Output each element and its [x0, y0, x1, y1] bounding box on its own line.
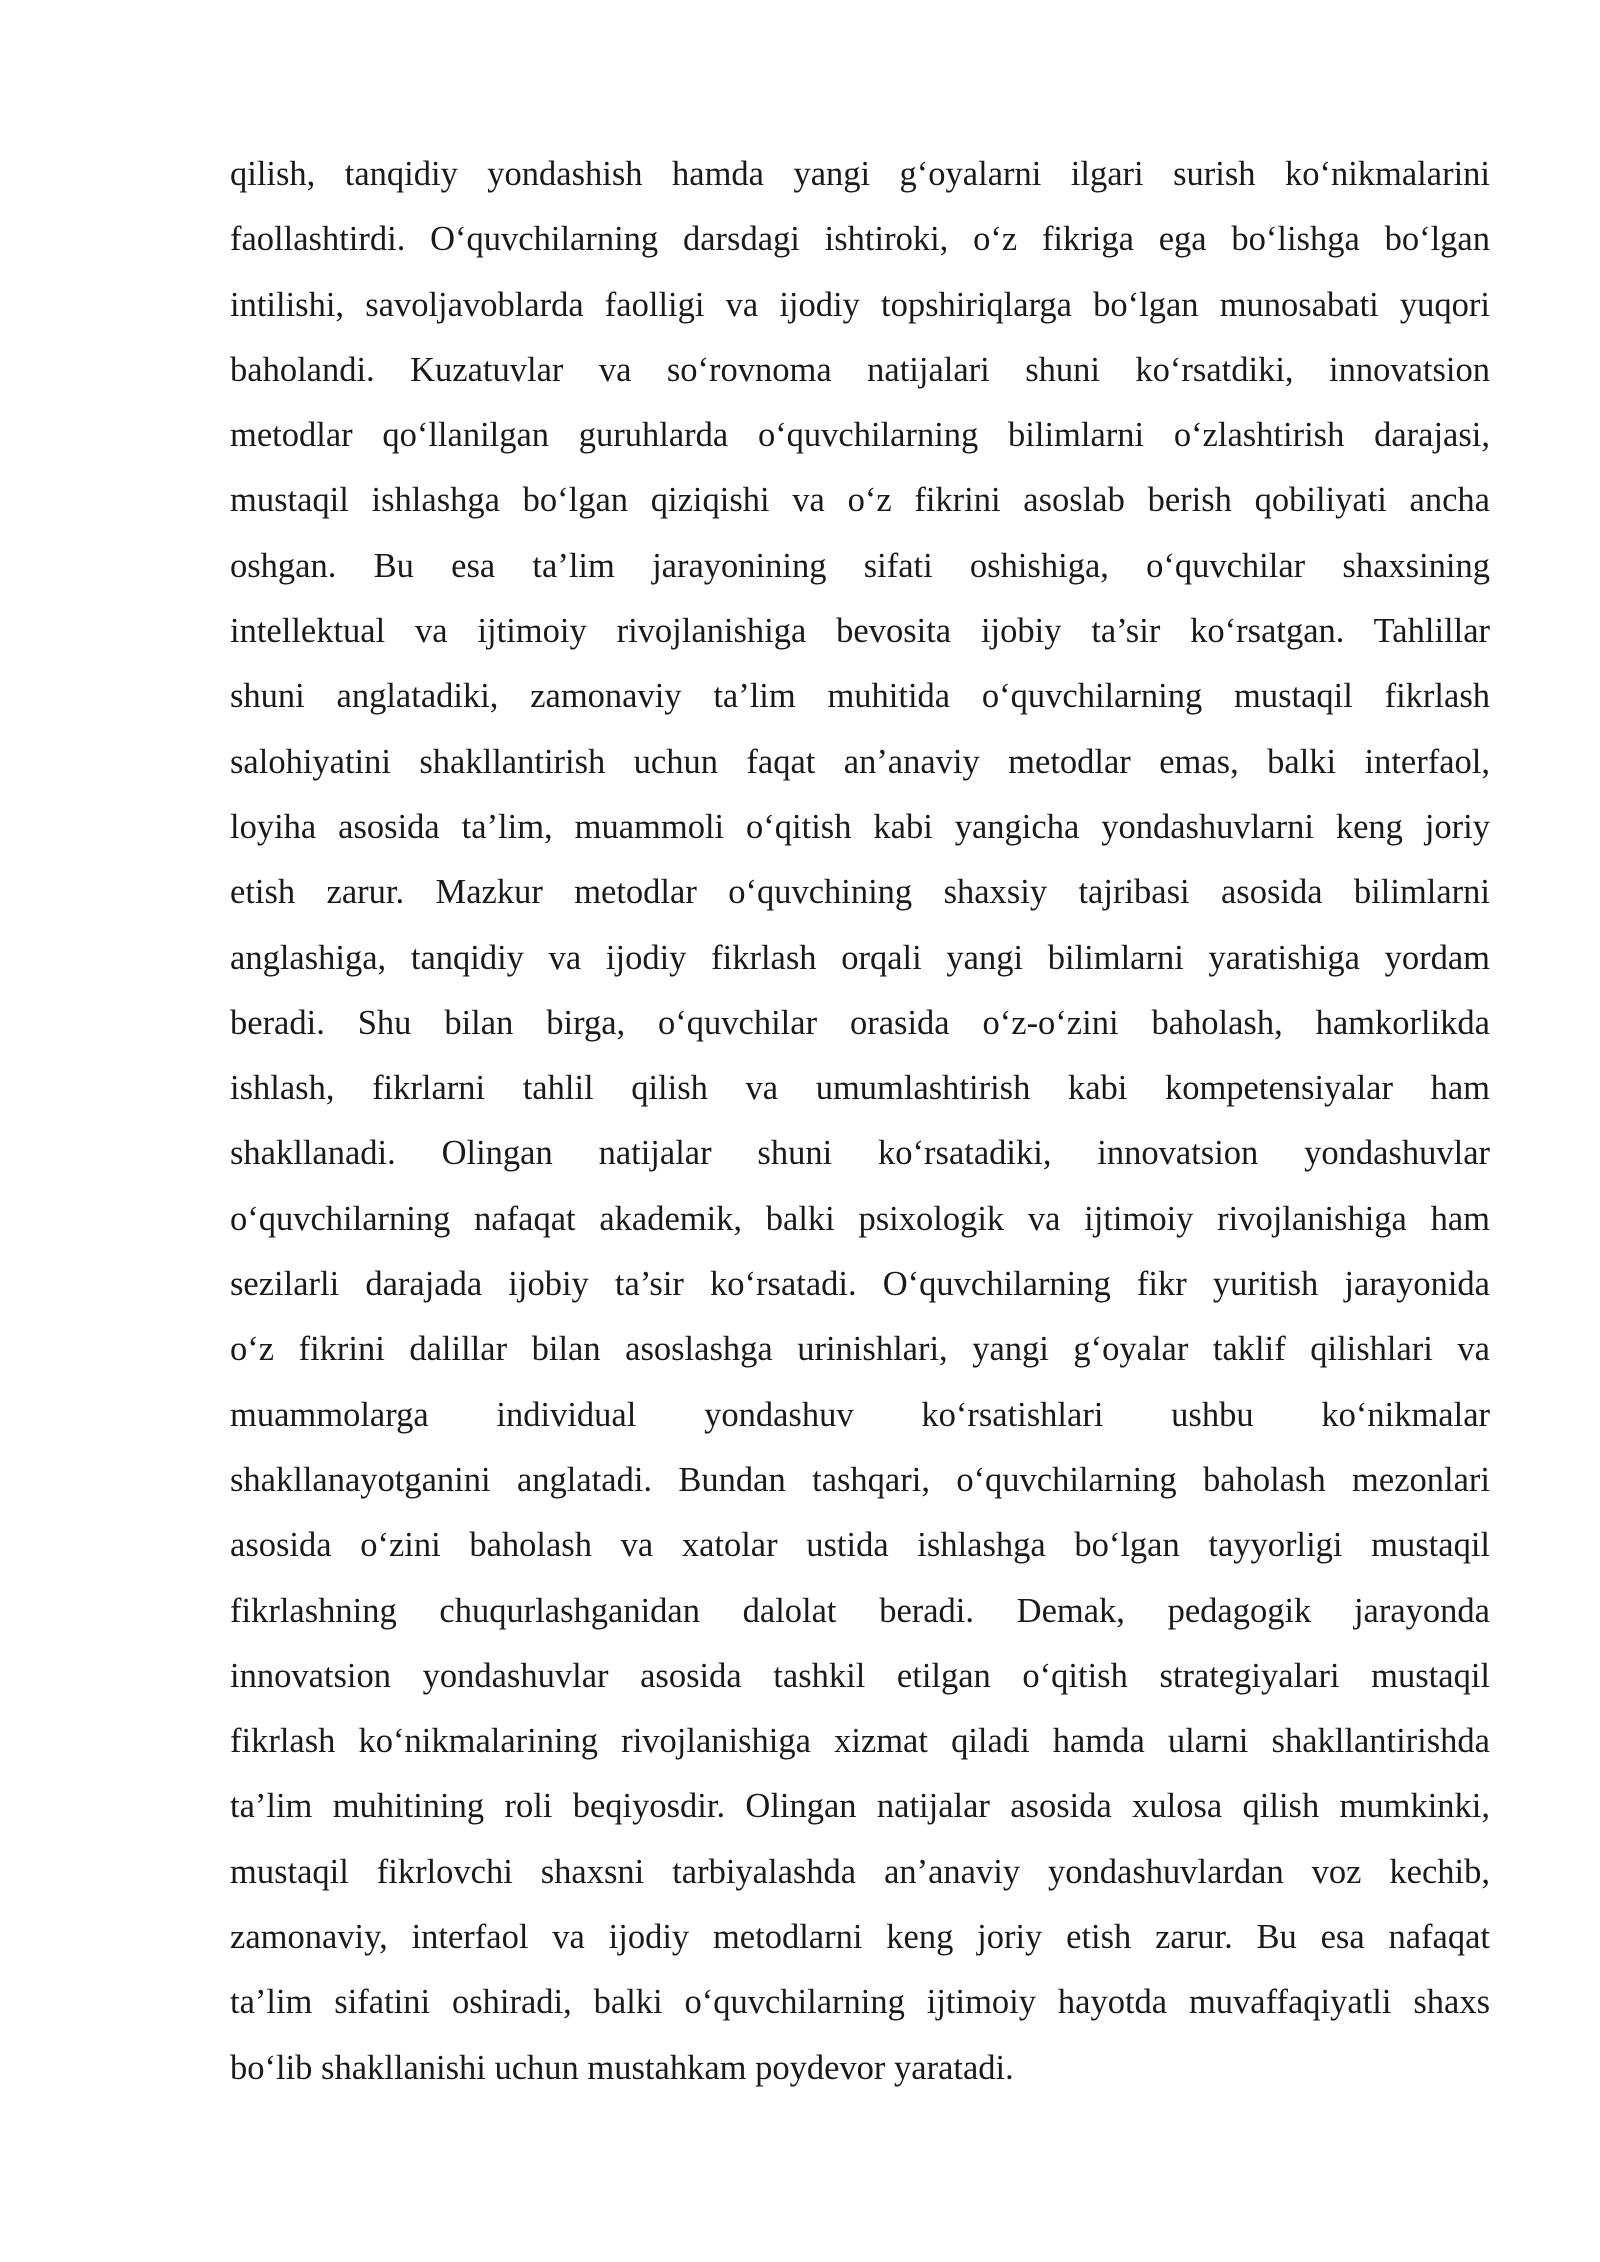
- text-line: innovatsion yondashuvlar asosida tashkil etilgan o‘qitish strategiyalari mustaqil: [230, 1656, 1490, 1695]
- text-line: oshgan. Bu esa ta’lim jarayonining sifati oshishiga, o‘quvchilar shaxsining: [230, 546, 1490, 585]
- text-line: salohiyatini shakllantirish uchun faqat an’anaviy metodlar emas, balki interfaol,: [230, 742, 1490, 781]
- text-line: sezilarli darajada ijobiy ta’sir ko‘rsatadi. O‘quvchilarning fikr yuritish jarayonida: [230, 1265, 1490, 1304]
- text-line: loyiha asosida ta’lim, muammoli o‘qitish kabi yangicha yondashuvlarni keng joriy: [230, 807, 1490, 846]
- text-line: asosida o‘zini baholash va xatolar ustida ishlashga bo‘lgan tayyorligi mustaqil: [230, 1526, 1490, 1565]
- text-line: shakllanayotganini anglatadi. Bundan tashqari, o‘quvchilarning baholash mezonlari: [230, 1460, 1490, 1499]
- text-line: o‘z fikrini dalillar bilan asoslashga urinishlari, yangi g‘oyalar taklif qilishlari va: [230, 1330, 1490, 1369]
- text-line: ta’lim muhitining roli beqiyosdir. Olingan natijalar asosida xulosa qilish mumkinki,: [230, 1787, 1490, 1826]
- text-line: ta’lim sifatini oshiradi, balki o‘quvchilarning ijtimoiy hayotda muvaffaqiyatli shaxs: [230, 1983, 1490, 2022]
- text-line: faollashtirdi. O‘quvchilarning darsdagi ishtiroki, o‘z fikriga ega bo‘lishga bo‘lgan: [230, 220, 1490, 259]
- text-line: intellektual va ijtimoiy rivojlanishiga bevosita ijobiy ta’sir ko‘rsatgan. Tahlillar: [230, 612, 1490, 651]
- text-line: intilishi, savoljavoblarda faolligi va ijodiy topshiriqlarga bo‘lgan munosabati yuqori: [230, 285, 1490, 324]
- text-line: o‘quvchilarning nafaqat akademik, balki psixologik va ijtimoiy rivojlanishiga ham: [230, 1199, 1490, 1238]
- text-line: mustaqil ishlashga bo‘lgan qiziqishi va o‘z fikrini asoslab berish qobiliyati ancha: [230, 481, 1490, 520]
- text-line: etish zarur. Mazkur metodlar o‘quvchining shaxsiy tajribasi asosida bilimlarni: [230, 873, 1490, 912]
- text-line: anglashiga, tanqidiy va ijodiy fikrlash orqali yangi bilimlarni yaratishiga yordam: [230, 938, 1490, 977]
- text-line: qilish, tanqidiy yondashish hamda yangi g‘oyalarni ilgari surish ko‘nikmalarini: [230, 155, 1490, 193]
- text-line: fikrlash ko‘nikmalarining rivojlanishiga xizmat qiladi hamda ularni shakllantirishda: [230, 1722, 1490, 1761]
- text-line: shakllanadi. Olingan natijalar shuni ko‘rsatadiki, innovatsion yondashuvlar: [230, 1134, 1490, 1173]
- text-line: beradi. Shu bilan birga, o‘quvchilar orasida o‘z-o‘zini baholash, hamkorlikda: [230, 1003, 1490, 1042]
- text-line: ishlash, fikrlarni tahlil qilish va umumlashtirish kabi kompetensiyalar ham: [230, 1069, 1490, 1108]
- text-line: muammolarga individual yondashuv ko‘rsatishlari ushbu ko‘nikmalar: [230, 1395, 1490, 1434]
- text-line-last: bo‘lib shakllanishi uchun mustahkam poydevor yaratadi.: [230, 2048, 1014, 2087]
- text-line: zamonaviy, interfaol va ijodiy metodlarni keng joriy etish zarur. Bu esa nafaqat: [230, 1918, 1490, 1957]
- text-line: baholandi. Kuzatuvlar va so‘rovnoma natijalari shuni ko‘rsatdiki, innovatsion: [230, 350, 1490, 389]
- body-paragraph: [230, 142, 1490, 2101]
- text-line: metodlar qo‘llanilgan guruhlarda o‘quvchilarning bilimlarni o‘zlashtirish darajasi,: [230, 416, 1490, 455]
- text-line: shuni anglatadiki, zamonaviy ta’lim muhitida o‘quvchilarning mustaqil fikrlash: [230, 677, 1490, 716]
- text-line: fikrlashning chuqurlashganidan dalolat beradi. Demak, pedagogik jarayonda: [230, 1591, 1490, 1630]
- text-line: mustaqil fikrlovchi shaxsni tarbiyalashda an’anaviy yondashuvlardan voz kechib,: [230, 1852, 1490, 1891]
